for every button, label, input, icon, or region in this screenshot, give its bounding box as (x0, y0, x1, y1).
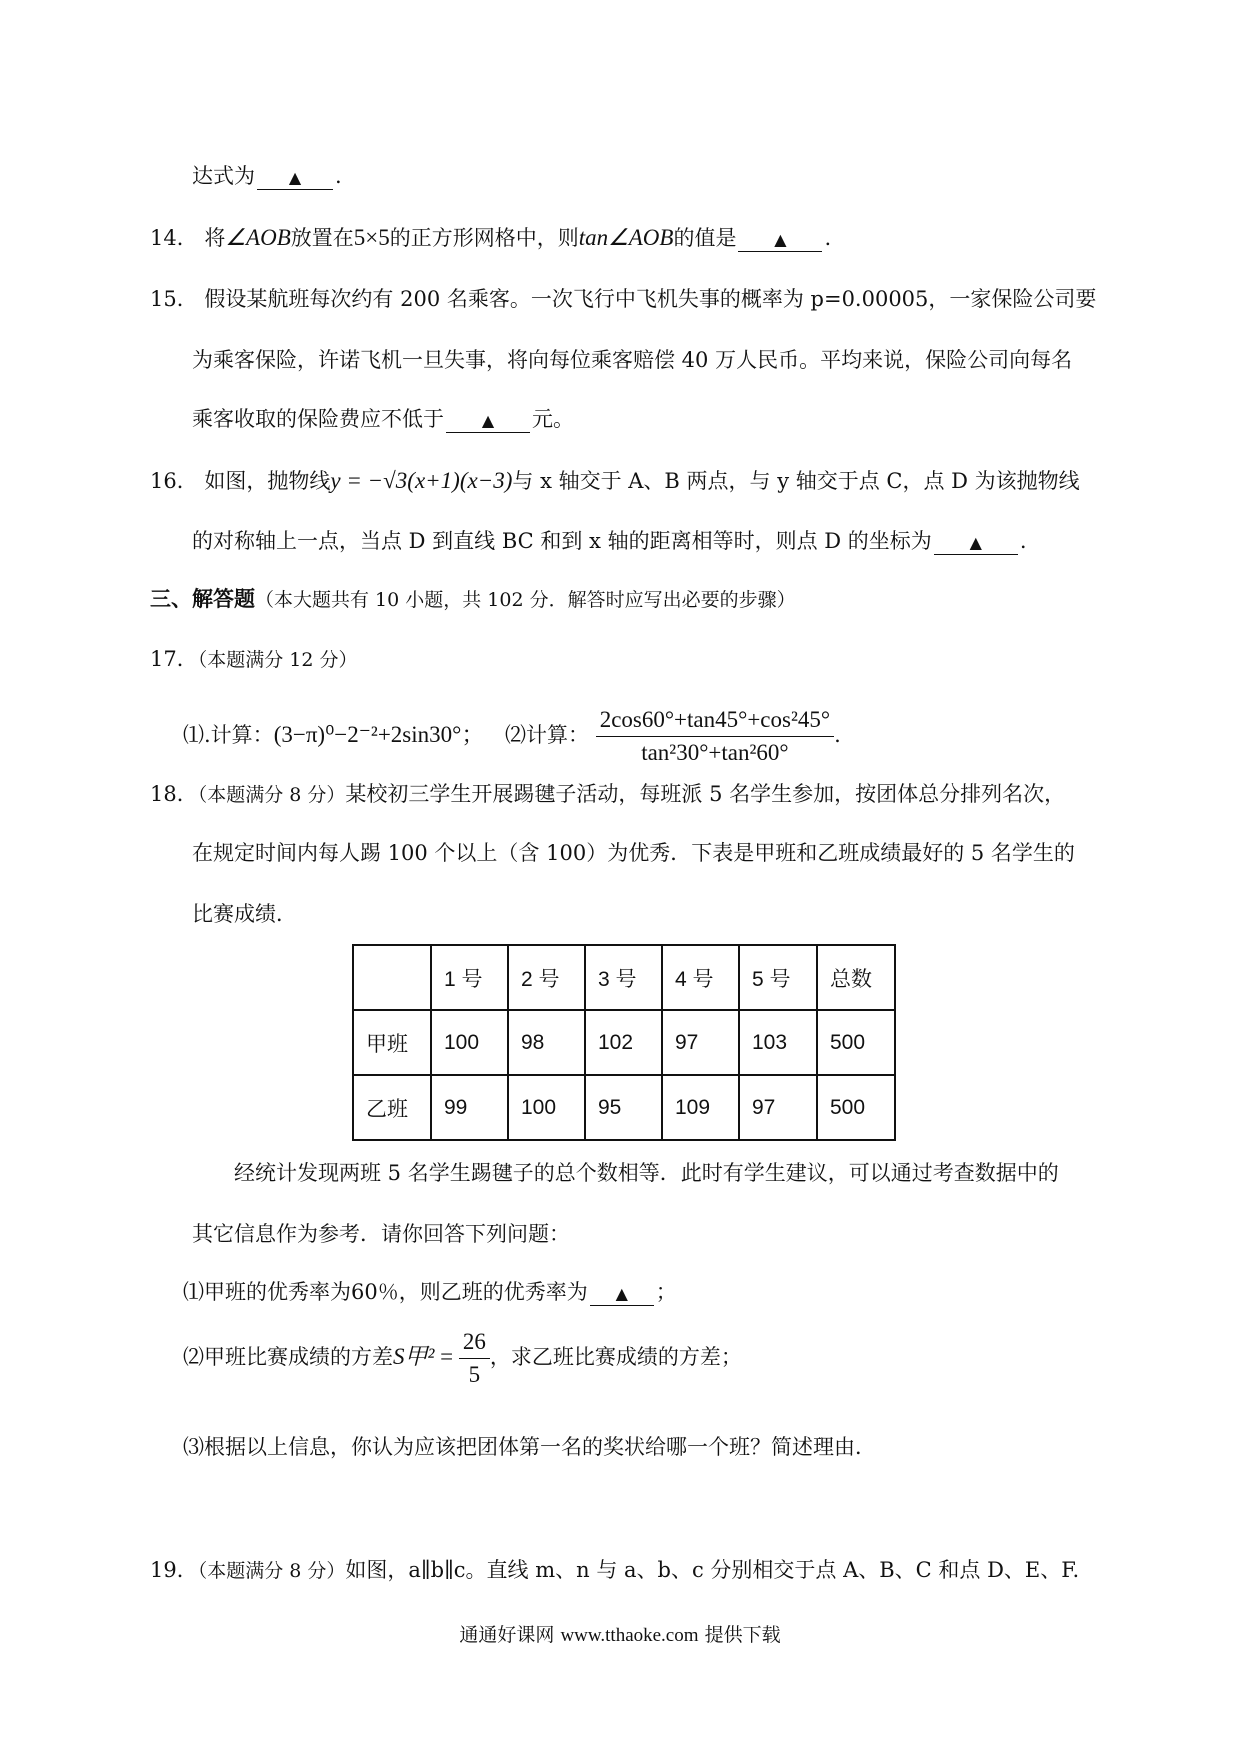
q15-text: 假设某航班每次约有 200 名乘客。一次飞行中飞机失事的概率为 p=0.00005，一家保险公司要 (204, 287, 1097, 311)
answer-triangle-icon: ▲ (481, 411, 495, 430)
answer-triangle-icon: ▲ (615, 1284, 628, 1303)
table-header-cell: 1 号 (431, 945, 508, 1010)
q18-text: 其它信息作为参考．请你回答下列问题： (192, 1222, 570, 1246)
question-number: 18． (150, 782, 198, 806)
q14-text: 将 (204, 226, 226, 250)
q14-text: 放置在 (290, 226, 354, 250)
question-number: 15． (150, 287, 198, 311)
q18-text: 经统计发现两班 5 名学生踢毽子的总个数相等．此时有学生建议，可以通过考查数据中的 (234, 1161, 1059, 1185)
sub2-text: ⑵甲班比赛成绩的方差 (183, 1345, 393, 1369)
table-cell: 102 (585, 1010, 662, 1075)
q15-text: 元。 (532, 407, 574, 431)
score-note: （本题满分 8 分） (197, 784, 346, 806)
table-header-cell (353, 945, 431, 1010)
answer-blank (446, 408, 530, 433)
table-cell: 99 (431, 1075, 508, 1140)
q18-text: 某校初三学生开展踢毽子活动，每班派 5 名学生参加，按团体总分排列名次， (345, 782, 1066, 806)
answer-triangle-icon: ▲ (774, 230, 787, 249)
table-cell: 97 (662, 1010, 739, 1075)
part2-label: ⑵计算： (505, 723, 590, 747)
score-note: （本题满分 8 分） (197, 1560, 346, 1582)
table-header-cell: 2 号 (508, 945, 585, 1010)
q13-line (192, 161, 342, 191)
question-number: 17． (150, 647, 198, 671)
part2-fraction (596, 704, 834, 769)
variance-fraction (459, 1326, 490, 1391)
q18-para2 (192, 1219, 570, 1249)
q19-line (150, 1555, 1079, 1586)
table-header-row (353, 945, 895, 1010)
part1-label: ⑴.计算： (183, 723, 274, 747)
answer-blank (934, 530, 1018, 555)
table-cell: 100 (508, 1075, 585, 1140)
q14-line (150, 223, 831, 253)
parabola-formula: y = −√3(x+1)(x−3) (330, 468, 513, 493)
table-header-cell: 4 号 (662, 945, 739, 1010)
answer-blank (257, 165, 333, 190)
table-header-cell: 总数 (817, 945, 895, 1010)
footer-tail: 提供下载 (704, 1624, 781, 1646)
sub2-text: ，求乙班比赛成绩的方差； (489, 1345, 742, 1369)
q14-text: 的值是 (673, 226, 737, 250)
page-footer (0, 1620, 1240, 1647)
score-table (352, 944, 896, 1141)
table-cell: 500 (817, 1010, 895, 1075)
q17-parts (183, 700, 841, 770)
q13-text: 达式为 (192, 164, 255, 188)
footer-url: www.tthaoke.com (560, 1625, 699, 1646)
q18-line1 (150, 779, 1065, 810)
q17-end: . (834, 723, 841, 747)
q16-text: 如图，抛物线 (204, 469, 331, 493)
part1-expression: (3−π)⁰−2⁻²+2sin30°； (273, 722, 485, 747)
q15-text: 乘客收取的保险费应不低于 (192, 407, 444, 431)
q16-line2 (192, 526, 1027, 556)
table-cell: 109 (662, 1075, 739, 1140)
q18-sub3 (183, 1432, 876, 1462)
variance-symbol: S甲² (393, 1344, 435, 1369)
table-header-cell: 5 号 (739, 945, 817, 1010)
fraction-denominator: tan²30°+tan²60° (641, 740, 789, 765)
q15-text: 为乘客保险，许诺飞机一旦失事，将向每位乘客赔偿 40 万人民币。平均来说，保险公司向每名 (192, 348, 1073, 372)
q16-end: . (1019, 529, 1027, 553)
section-title: 三、解答题 (150, 586, 255, 611)
grid-size: 5×5 (353, 225, 390, 250)
fraction-numerator: 2cos60°+tan45°+cos²45° (596, 704, 834, 737)
angle-symbol: ∠AOB (225, 225, 291, 250)
question-number: 16． (150, 469, 198, 493)
answer-blank (590, 1281, 654, 1306)
sub3-text: ⑶根据以上信息，你认为应该把团体第一名的奖状给哪一个班？简述理由． (183, 1435, 876, 1459)
q18-para1 (234, 1158, 1059, 1188)
table-cell: 500 (817, 1075, 895, 1140)
q18-sub1 (183, 1277, 677, 1307)
table-row (353, 1010, 895, 1075)
q19-text: 如图，a∥b∥c。直线 m、n 与 a、b、c 分别相交于点 A、B、C 和点 D、E、F. (345, 1558, 1080, 1582)
table-cell: 100 (431, 1010, 508, 1075)
answer-triangle-icon: ▲ (288, 168, 302, 187)
table-header-cell: 3 号 (585, 945, 662, 1010)
q14-end: . (824, 226, 832, 250)
answer-triangle-icon: ▲ (969, 533, 982, 552)
q16-text: 与 x 轴交于 A、B 两点，与 y 轴交于点 C，点 D 为该抛物线 (512, 469, 1080, 493)
q18-line3 (192, 899, 297, 929)
q16-text: 的对称轴上一点，当点 D 到直线 BC 和到 x 轴的距离相等时，则点 D 的坐标为 (192, 529, 932, 553)
q17-header (150, 644, 358, 675)
section-heading (150, 584, 796, 615)
q18-text: 在规定时间内每人踢 100 个以上（含 100）为优秀．下表是甲班和乙班成绩最好的 5 名学生的 (192, 841, 1075, 865)
score-note: （本题满分 12 分） (197, 649, 358, 671)
question-number: 19． (150, 1558, 198, 1582)
fraction-denominator: 5 (468, 1362, 481, 1387)
tan-expression: tan∠AOB (578, 225, 674, 250)
table-cell: 97 (739, 1075, 817, 1140)
table-cell: 甲班 (353, 1010, 431, 1075)
table-cell: 98 (508, 1010, 585, 1075)
table-row (353, 1075, 895, 1140)
q18-sub2: ⑵甲班比赛成绩的方差S甲² = $\frac{26}{5}$ ，求乙班比赛成绩的方差； (183, 1325, 742, 1391)
q18-text: 比赛成绩． (192, 902, 297, 926)
footer-site: 通通好课网 (459, 1624, 555, 1646)
q15-line1 (150, 284, 1096, 314)
table-cell: 103 (739, 1010, 817, 1075)
answer-blank (738, 227, 822, 252)
q18-line2 (192, 838, 1075, 868)
q15-line2 (192, 345, 1072, 375)
question-number: 14． (150, 226, 198, 250)
table-cell: 95 (585, 1075, 662, 1140)
q15-line3 (192, 404, 574, 434)
q16-line1 (150, 466, 1080, 496)
table-cell: 乙班 (353, 1075, 431, 1140)
q14-text: 的正方形网格中，则 (389, 226, 579, 250)
fraction-numerator: 26 (459, 1326, 490, 1359)
sub1-text: ⑴甲班的优秀率为60％，则乙班的优秀率为 (183, 1280, 588, 1304)
section-note: （本大题共有 10 小题，共 102 分．解答时应写出必要的步骤） (255, 589, 796, 611)
sub1-end: ； (655, 1280, 677, 1304)
q13-end: . (335, 164, 342, 188)
